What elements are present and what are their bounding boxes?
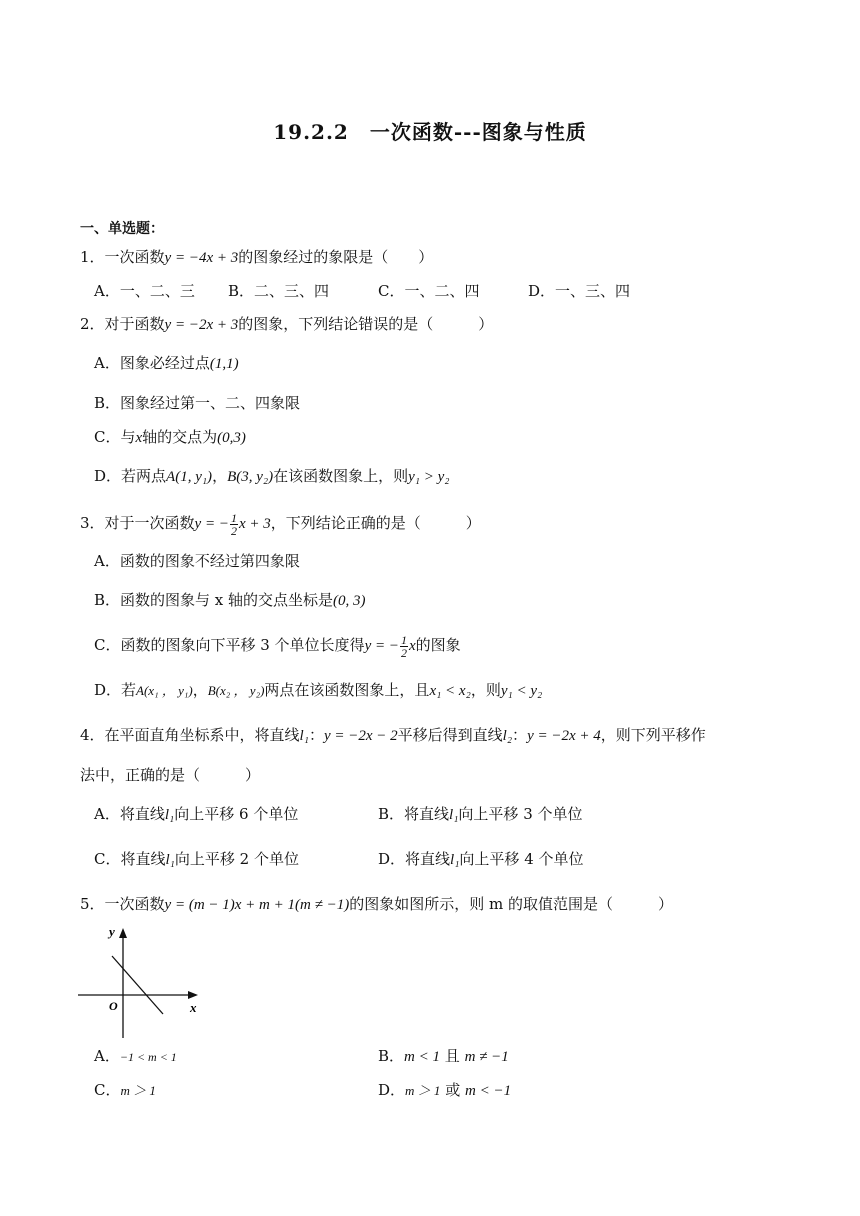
q2-option-d[interactable] [94,466,450,487]
q5-d-or: 或 [445,1081,461,1099]
q4-option-a[interactable] [94,804,298,825]
q2-d-text: D．若两点 [94,467,167,485]
q4-a-line: l₁ [164,807,175,823]
q2-d-relation: y₁ > y₂ [408,469,450,485]
q4-line-l2: l₂ [502,728,513,744]
q3-d-text3: ，则 [470,681,501,699]
q1-expression: y = −4x + 3 [164,250,239,266]
q5-d-range-2: m < −1 [465,1083,512,1099]
origin-label: O [109,999,118,1013]
q1-option-b[interactable]: B．二、三、四 [228,282,330,300]
section-heading: 一、单选题： [80,221,164,237]
q5-option-a[interactable] [94,1046,177,1067]
q4-option-c[interactable] [94,849,299,870]
q4-option-d[interactable] [378,849,584,870]
y-axis-label: y [109,924,115,939]
q1-option-a[interactable]: A．一、二、三 [94,282,195,300]
question-4-stem-line1 [80,725,706,746]
q4-colon-1: ： [308,726,324,744]
q2-stem-post: 的图象，下列结论错误的是（ ） [238,315,494,333]
q2-stem-pre: 2．对于函数 [80,315,165,333]
q3-stem-post: ，下列结论正确的是（ ） [270,514,481,532]
q2-option-b[interactable]: B．图象经过第一、二、四象限 [94,394,301,412]
q4-d-post: 向上平移 4 个单位 [459,850,584,868]
x-axis-arrow [188,991,198,999]
q3-frac-num: 1 [230,510,237,525]
question-4-stem-line2: 法中，正确的是（ ） [80,766,261,784]
q3-d-point-b: B(x₂ ， y₂) [207,683,265,698]
q5-d-text: D． [378,1081,406,1099]
q3-c-frac-num: 1 [400,632,407,647]
q5-b-text: B． [378,1047,405,1065]
q3-c-tail: x [408,638,416,654]
x-axis-label: x [190,1000,197,1015]
q4-b-post: 向上平移 3 个单位 [458,805,583,823]
q3-b-text: B．函数的图象与 x 轴的交点坐标是 [94,591,334,609]
q3-b-point: (0, 3) [333,593,366,609]
q3-c-text2: 的图象 [415,636,461,654]
q2-c-var: x [135,430,143,446]
q5-option-b[interactable] [378,1046,509,1067]
q3-option-b[interactable] [94,590,366,611]
q3-c-fraction [400,634,408,659]
q5-option-d[interactable] [378,1080,511,1101]
q5-c-range: m ＞ 1 [120,1083,156,1098]
q2-d-sep: ， [212,467,228,485]
q4-line-l1: l₁ [299,728,309,744]
q5-a-range: −1 < m < 1 [119,1050,177,1064]
q3-fraction [230,512,238,537]
q4-b-pre: B．将直线 [378,805,450,823]
q3-d-text: D．若 [94,681,137,699]
q2-c-text2: 轴的交点为 [142,428,218,446]
q1-option-d[interactable]: D．一、三、四 [528,282,631,300]
q3-option-a[interactable]: A．函数的图象不经过第四象限 [94,552,300,570]
q2-a-text: A．图象必经过点 [94,354,210,372]
q4-c-pre: C．将直线 [94,850,166,868]
q4-stem-mid: 平移后得到直线 [397,726,503,744]
question-1-stem [80,247,433,268]
q2-option-a[interactable] [94,353,239,374]
q3-c-frac-den: 2 [400,645,407,660]
q2-d-point-b: B(3, y₂) [227,469,274,485]
q3-option-d[interactable] [94,680,542,701]
q5-b-and: 且 [444,1047,460,1065]
q4-d-pre: D．将直线 [378,850,451,868]
q5-d-range: m ＞ 1 [405,1083,441,1098]
q3-stem-pre: 3．对于一次函数 [80,514,195,532]
q5-c-text: C． [94,1081,121,1099]
q4-colon-2: ： [512,726,528,744]
q1-stem-pre: 1．一次函数 [80,248,165,266]
q2-expression: y = −2x + 3 [164,317,239,333]
q4-option-b[interactable] [378,804,583,825]
q5-a-text: A． [94,1047,120,1065]
q5-stem-pre: 5．一次函数 [80,895,165,913]
q4-stem-pre: 4．在平面直角坐标系中，将直线 [80,726,300,744]
q3-expr-lhs: y = − [194,516,229,532]
q3-c-text: C．函数的图象向下平移 3 个单位长度得 [94,636,365,654]
q3-frac-den: 2 [230,523,237,538]
q2-option-c[interactable] [94,427,246,448]
q2-d-point-a: A(1, y₁) [166,469,213,485]
q4-a-post: 向上平移 6 个单位 [174,805,299,823]
q3-d-condition: x₁ < x₂ [429,683,471,699]
question-5-stem [80,894,673,915]
q3-d-sep: ， [192,681,208,699]
q1-stem-post: 的图象经过的象限是（ ） [238,248,434,266]
q1-option-c[interactable]: C．一、二、四 [378,282,480,300]
y-axis-arrow [119,928,127,938]
q4-c-line: l₁ [165,852,175,868]
q3-d-text2: 两点在该函数图象上，且 [264,681,430,699]
q3-c-lhs: y = − [364,638,399,654]
q5-function-graph [76,922,206,1042]
page-title: 19.2.2 一次函数---图象与性质 [273,120,587,144]
q4-d-line: l₁ [450,852,460,868]
q4-stem-post: ，则下列平移作 [600,726,706,744]
q5-stem-post: 的图象如图所示，则 m 的取值范围是（ ） [349,895,673,913]
q2-a-point: (1,1) [209,356,239,372]
q2-d-text2: 在该函数图象上，则 [273,467,409,485]
q2-c-point: (0,3) [217,430,246,446]
function-line [112,956,163,1014]
q3-option-c[interactable] [94,632,461,659]
q2-c-text: C．与 [94,428,136,446]
q4-expression-2: y = −2x + 4 [527,728,601,744]
q4-a-pre: A．将直线 [94,805,165,823]
q4-b-line: l₁ [449,807,459,823]
q5-expression: y = (m − 1)x + m + 1(m ≠ −1) [164,897,350,913]
q4-c-post: 向上平移 2 个单位 [174,850,299,868]
q3-d-point-a: A(x₁ ， y₁) [136,683,193,698]
q4-expression-1: y = −2x − 2 [323,728,398,744]
question-3-stem [80,510,481,537]
q3-d-relation: y₁ < y₂ [500,683,543,699]
question-2-stem [80,314,493,335]
q5-b-range-2: m ≠ −1 [464,1049,509,1065]
q3-expr-tail: x + 3 [238,516,271,532]
q5-b-range: m < 1 [404,1049,440,1065]
q5-option-c[interactable] [94,1080,156,1101]
